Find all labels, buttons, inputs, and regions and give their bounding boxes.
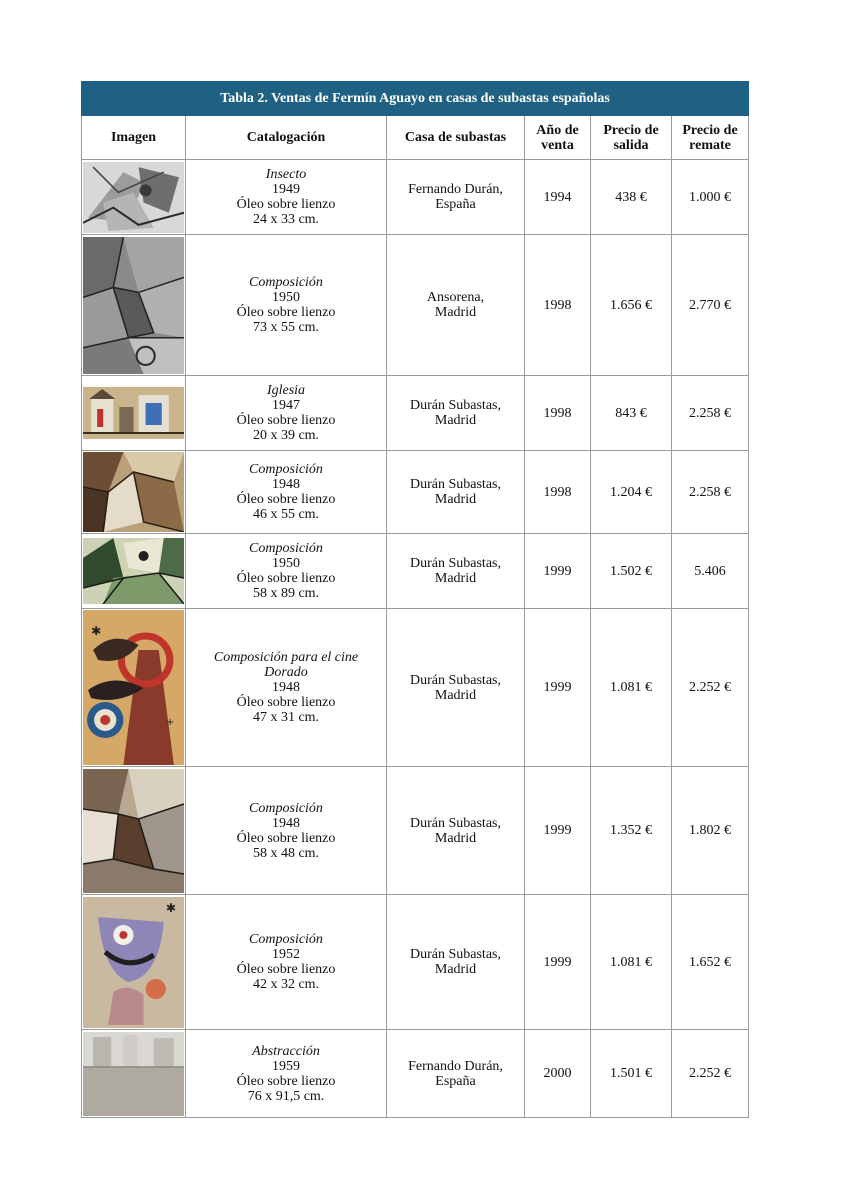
artwork-size: 73 x 55 cm. <box>252 320 320 335</box>
artwork-year: 1952 <box>272 947 300 962</box>
artwork-image-cell <box>82 609 186 767</box>
header-casa-subastas: Casa de subastas <box>387 116 525 160</box>
sale-year-cell: 1998 <box>525 235 591 376</box>
catalog-cell <box>186 376 387 451</box>
table-row <box>82 1030 749 1118</box>
hammer-price-cell: 5.406 <box>672 534 749 609</box>
artwork-image-cell <box>82 767 186 895</box>
sale-year-cell: 1999 <box>525 895 591 1030</box>
artwork-title: Composición <box>249 462 323 477</box>
svg-text:+: + <box>165 717 175 728</box>
table-row <box>82 895 749 1030</box>
header-catalogacion: Catalogación <box>186 116 387 160</box>
hammer-price-cell: 2.252 € <box>672 1030 749 1118</box>
table-row <box>82 609 749 767</box>
catalog-cell <box>186 235 387 376</box>
sale-year-cell: 1999 <box>525 767 591 895</box>
artwork-title: Composición <box>249 541 323 556</box>
hammer-price-cell: 2.770 € <box>672 235 749 376</box>
auction-house-cell: Durán Subastas, Madrid <box>387 376 525 451</box>
table-row <box>82 376 749 451</box>
sale-year-cell: 1998 <box>525 451 591 534</box>
header-precio-salida: Precio de salida <box>591 116 672 160</box>
artwork-image-cell <box>82 1030 186 1118</box>
artwork-technique: Óleo sobre lienzo <box>236 830 336 846</box>
catalog-cell <box>186 451 387 534</box>
sale-year-cell: 1998 <box>525 376 591 451</box>
auction-house-cell: Ansorena, Madrid <box>387 235 525 376</box>
table-row <box>82 451 749 534</box>
starting-price-cell: 1.204 € <box>591 451 672 534</box>
artwork-thumbnail-composicion-1948-b <box>83 769 184 893</box>
artwork-thumbnail-composicion-1948 <box>83 452 184 532</box>
artwork-year: 1950 <box>272 290 300 305</box>
artwork-title: Composición <box>249 275 323 290</box>
artwork-title: Dorado <box>264 665 308 680</box>
table-title: Tabla 2. Ventas de Fermín Aguayo en casas de subastas españolas <box>82 82 749 116</box>
starting-price-cell: 1.501 € <box>591 1030 672 1118</box>
artwork-size: 47 x 31 cm. <box>252 710 320 725</box>
catalog-cell <box>186 160 387 235</box>
artwork-thumbnail-abstraccion <box>83 1032 184 1116</box>
starting-price-cell: 438 € <box>591 160 672 235</box>
starting-price-cell: 1.081 € <box>591 609 672 767</box>
artwork-year: 1948 <box>272 477 300 492</box>
header-row <box>82 116 749 160</box>
starting-price-cell: 1.352 € <box>591 767 672 895</box>
artwork-year: 1949 <box>272 182 300 197</box>
hammer-price-cell: 2.258 € <box>672 376 749 451</box>
hammer-price-cell: 1.802 € <box>672 767 749 895</box>
artwork-thumbnail-insecto <box>83 162 184 233</box>
artwork-technique: Óleo sobre lienzo <box>236 695 336 710</box>
artwork-size: 42 x 32 cm. <box>252 977 320 992</box>
svg-text:✱: ✱ <box>165 900 176 915</box>
artwork-title: Insecto <box>265 167 307 182</box>
catalog-cell <box>186 767 387 895</box>
artwork-title: Iglesia <box>266 383 306 398</box>
artwork-thumbnail-iglesia <box>83 387 184 439</box>
catalog-cell <box>186 1030 387 1118</box>
auction-house-cell: Durán Subastas, Madrid <box>387 895 525 1030</box>
artwork-image-cell <box>82 534 186 609</box>
artwork-technique: Óleo sobre lienzo <box>236 492 336 507</box>
starting-price-cell: 1.502 € <box>591 534 672 609</box>
starting-price-cell: 1.656 € <box>591 235 672 376</box>
table-row <box>82 767 749 895</box>
hammer-price-cell: 2.252 € <box>672 609 749 767</box>
hammer-price-cell: 2.258 € <box>672 451 749 534</box>
artwork-image-cell <box>82 451 186 534</box>
catalog-cell <box>186 895 387 1030</box>
hammer-price-cell: 1.652 € <box>672 895 749 1030</box>
artwork-size: 58 x 89 cm. <box>252 586 320 601</box>
artwork-year: 1947 <box>272 398 300 413</box>
artwork-title: Composición <box>249 932 323 947</box>
artwork-thumbnail-composicion-1950-b <box>83 538 184 604</box>
artwork-year: 1948 <box>272 815 300 831</box>
header-imagen: Imagen <box>82 116 186 160</box>
table-row <box>82 534 749 609</box>
auction-house-cell: Fernando Durán, España <box>387 1030 525 1118</box>
svg-text:✱: ✱ <box>91 624 102 638</box>
artwork-size: 58 x 48 cm. <box>252 845 320 861</box>
auction-house-cell: Durán Subastas, Madrid <box>387 451 525 534</box>
artwork-title: Abstracción <box>252 1043 320 1059</box>
artwork-title: Composición <box>249 800 323 816</box>
artwork-title-line1: Composición para el cine <box>213 650 359 665</box>
catalog-cell <box>186 534 387 609</box>
artwork-technique: Óleo sobre lienzo <box>236 197 336 212</box>
artwork-year: 1959 <box>272 1058 300 1074</box>
table-row <box>82 160 749 235</box>
artwork-technique: Óleo sobre lienzo <box>236 305 336 320</box>
sale-year-cell: 1999 <box>525 534 591 609</box>
catalog-cell <box>186 609 387 767</box>
artwork-image-cell <box>82 376 186 451</box>
artwork-image-cell <box>82 235 186 376</box>
starting-price-cell: 1.081 € <box>591 895 672 1030</box>
hammer-price-cell: 1.000 € <box>672 160 749 235</box>
artwork-year: 1948 <box>272 680 300 695</box>
artwork-technique: Óleo sobre lienzo <box>236 1073 336 1089</box>
artwork-technique: Óleo sobre lienzo <box>236 962 336 977</box>
artwork-size: 20 x 39 cm. <box>252 428 320 443</box>
table-row <box>82 235 749 376</box>
sale-year-cell: 1994 <box>525 160 591 235</box>
artwork-year: 1950 <box>272 556 300 571</box>
artwork-thumbnail-composicion-1950 <box>83 237 184 374</box>
artwork-image-cell <box>82 895 186 1030</box>
auction-house-cell: Durán Subastas, Madrid <box>387 767 525 895</box>
auction-house-cell: Durán Subastas, Madrid <box>387 609 525 767</box>
artwork-technique: Óleo sobre lienzo <box>236 413 336 428</box>
header-anio-venta: Año de venta <box>525 116 591 160</box>
auction-house-cell: Fernando Durán, España <box>387 160 525 235</box>
artwork-size: 76 x 91,5 cm. <box>247 1088 325 1104</box>
sales-table <box>81 81 749 1118</box>
auction-house-cell: Durán Subastas, Madrid <box>387 534 525 609</box>
artwork-thumbnail-cine-dorado <box>83 610 184 765</box>
artwork-thumbnail-composicion-1952 <box>83 897 184 1028</box>
artwork-size: 24 x 33 cm. <box>252 212 320 227</box>
starting-price-cell: 843 € <box>591 376 672 451</box>
sale-year-cell: 1999 <box>525 609 591 767</box>
artwork-image-cell <box>82 160 186 235</box>
artwork-technique: Óleo sobre lienzo <box>236 571 336 586</box>
header-precio-remate: Precio de remate <box>672 116 749 160</box>
sale-year-cell: 2000 <box>525 1030 591 1118</box>
artwork-size: 46 x 55 cm. <box>252 507 320 522</box>
